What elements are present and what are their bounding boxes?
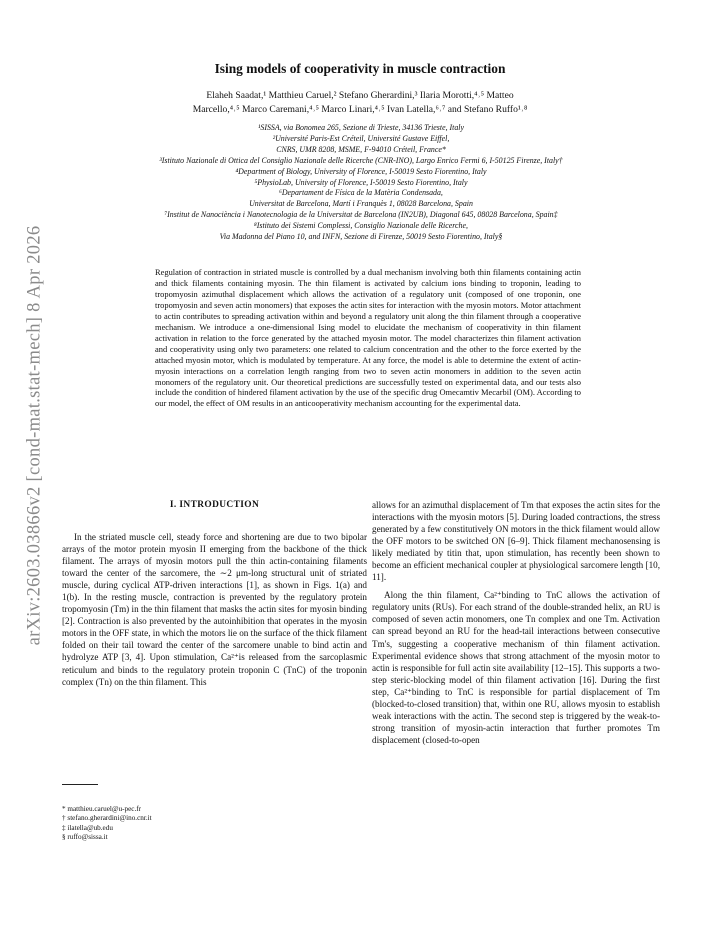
footnote-divider (62, 784, 98, 785)
body-column-right (372, 499, 660, 746)
author-list (120, 89, 600, 117)
affiliation-line: Universitat de Barcelona, Martí i Franquès 1, 08028 Barcelona, Spain (249, 199, 473, 209)
affiliation-line: ⁴Department of Biology, University of Florence, I-50019 Sesto Fiorentino, Italy (235, 166, 487, 176)
affiliation-line: ¹SISSA, via Bonomea 265, Sezione di Trieste, 34136 Trieste, Italy (258, 123, 464, 132)
affiliation-list (62, 123, 660, 243)
footnotes (62, 805, 152, 842)
footnote-email: § ruffo@sissa.it (62, 832, 108, 841)
affiliation-line: ⁶Departament de Física de la Matèria Condensada, (279, 188, 443, 198)
abstract: Regulation of contraction in striated muscle is controlled by a dual mechanism involving both thin filaments containing actin and thick filaments containing myosin. The thin filament is activated by calcium ions binding to troponin, leading to tropomyosin azimuthal displacement which allows the activation of a regulatory unit (composed of one troponin, one tropomyosin and seven actin monomers) that exposes the actin sites for interaction with the myosin motors. Motor attachment to actin contributes to spreading activation within and beyond a regulatory unit along the thin filament through a cooperative mechanism. We introduce a one-dimensional Ising model to elucidate the mechanism of cooperativity in thin filament activation in relation to the force generated by the attached myosin motor. The model characterizes thin filament activation and cooperativity using only two parameters: one related to calcium concentration and the other to the force exerted by the attached myosin motor, which is modulated by temperature. At any force, the model is able to determine the extent of actin-myosin interactions on a correlation length ranging from two to seven actin monomers in addition to the seven actin monomers of the regulatory unit. Our theoretical predictions are successfully tested on experimental data, and our tests also include the condition of hindered filament activation by the use of the specific drug Omecamtiv Mecarbil (OM). According to our model, the effect of OM results in an anticooperativity mechanism accounting for the experimental data. (155, 267, 581, 409)
affiliation-line: ⁷Institut de Nanociència i Nanotecnologia de la Universitat de Barcelona (IN2UB), Diagonal 645, 08028 Barcelona, Spain‡ (164, 210, 558, 220)
affiliation-line: ⁸Istituto dei Sistemi Complessi, Consiglio Nazionale delle Ricerche, (254, 221, 468, 231)
affiliation-line: ²Université Paris-Est Créteil, Université Gustave Eiffel, (272, 133, 450, 143)
arxiv-stamp (18, 200, 52, 670)
footnote-email: * matthieu.caruel@u-pec.fr (62, 805, 142, 813)
affiliation-line: ⁵PhysioLab, University of Florence, I-50019 Sesto Fiorentino, Italy (254, 177, 468, 187)
paper-title: Ising models of cooperativity in muscle contraction (214, 61, 506, 76)
arxiv-stamp-text: arXiv:2603.03866v2 [cond-mat.stat-mech] 8 Apr 2026 (24, 225, 45, 645)
footnote-email: † stefano.gherardini@ino.cnr.it (62, 814, 152, 823)
paragraph: allows for an azimuthal displacement of Tm that exposes the actin sites for the interactions with the myosin motors [5]. During loaded contractions, the stress generated by a few constitutively ON motors in the thick filament would allow the OFF motors to be switched ON [6–9]. Thick filament mechanosensing is likely mediated by titin that, upon stimulation, has recently been shown to become an efficient mechanical coupler at physiological sarcomere length [10, 11]. (372, 500, 660, 583)
paragraph: Along the thin filament, Ca²⁺binding to TnC allows the activation of regulatory units (RUs). For each strand of the double-stranded helix, an RU is composed of seven actin monomers, one Tn complex and one Tm. Activation can spread beyond an RU for the head-tail interactions between consecutive Tm's, suggesting a cooperative mechanism of thin filament activation. Experimental evidence shows that strong attachment of the myosin motor to actin is responsible for full actin site availability [12–15]. This supports a two-step steric-blocking model of thin filament activation [16]. During the first step, Ca²⁺binding to TnC is responsible for partial displacement of Tm (blocked-to-closed transition) that, within one RU, allows myosin to establish weak interactions with the actin. The second step is triggered by the weak-to-strong transition of myosin-actin interaction that further promotes Tm displacement (closed-to-open (372, 590, 660, 745)
affiliation-line: CNRS, UMR 8208, MSME, F-94010 Créteil, France* (276, 144, 446, 154)
author-line: Marcello,⁴˒⁵ Marco Caremani,⁴˒⁵ Marco Linari,⁴˒⁵ Ivan Latella,⁶˒⁷ and Stefano Ruffo¹˒⁸ (192, 104, 528, 115)
section-heading-introduction: I. INTRODUCTION (169, 500, 260, 510)
footnote-email: ‡ ilatella@ub.edu (62, 823, 113, 832)
paragraph: In the striated muscle cell, steady force and shortening are due to two bipolar arrays of the motor protein myosin II emerging from the backbone of the thick filament. The arrays of myosin motors pull the thin actin-containing filaments toward the center of the sarcomere, the ∼2 μm-long structural unit of striated muscle, during cyclical ATP-driven interactions [1], as shown in Figs. 1(a) and 1(b). In the resting muscle, contraction is prevented by the regulatory protein tropomyosin (Tm) in the thin filament that masks the actin sites for myosin binding [2]. Contraction is also prevented by the autoinhibition that operates in the myosin motors in the OFF state, in which the motors lie on the surface of the thick filament folded on their tail toward the center of the sarcomere unable to bind actin and hydrolyze ATP [3, 4]. Upon stimulation, Ca²⁺is released from the sarcoplasmic reticulum and binds to the regulatory protein troponin C (TnC) of the troponin complex (Tn) on the thin filament. This (62, 532, 367, 687)
affiliation-line: ³Istituto Nazionale di Ottica del Consiglio Nazionale delle Ricerche (CNR-INO), Largo Enrico Fermi 6, I-50125 Firenze, Italy† (159, 155, 563, 165)
author-line: Elaheh Saadat,¹ Matthieu Caruel,² Stefano Gherardini,³ Ilaria Morotti,⁴˒⁵ Matteo (206, 90, 514, 101)
affiliation-line: Via Madonna del Piano 10, and INFN, Sezione di Firenze, 50019 Sesto Fiorentino, Italy§ (219, 232, 503, 242)
body-column-left (62, 531, 367, 688)
